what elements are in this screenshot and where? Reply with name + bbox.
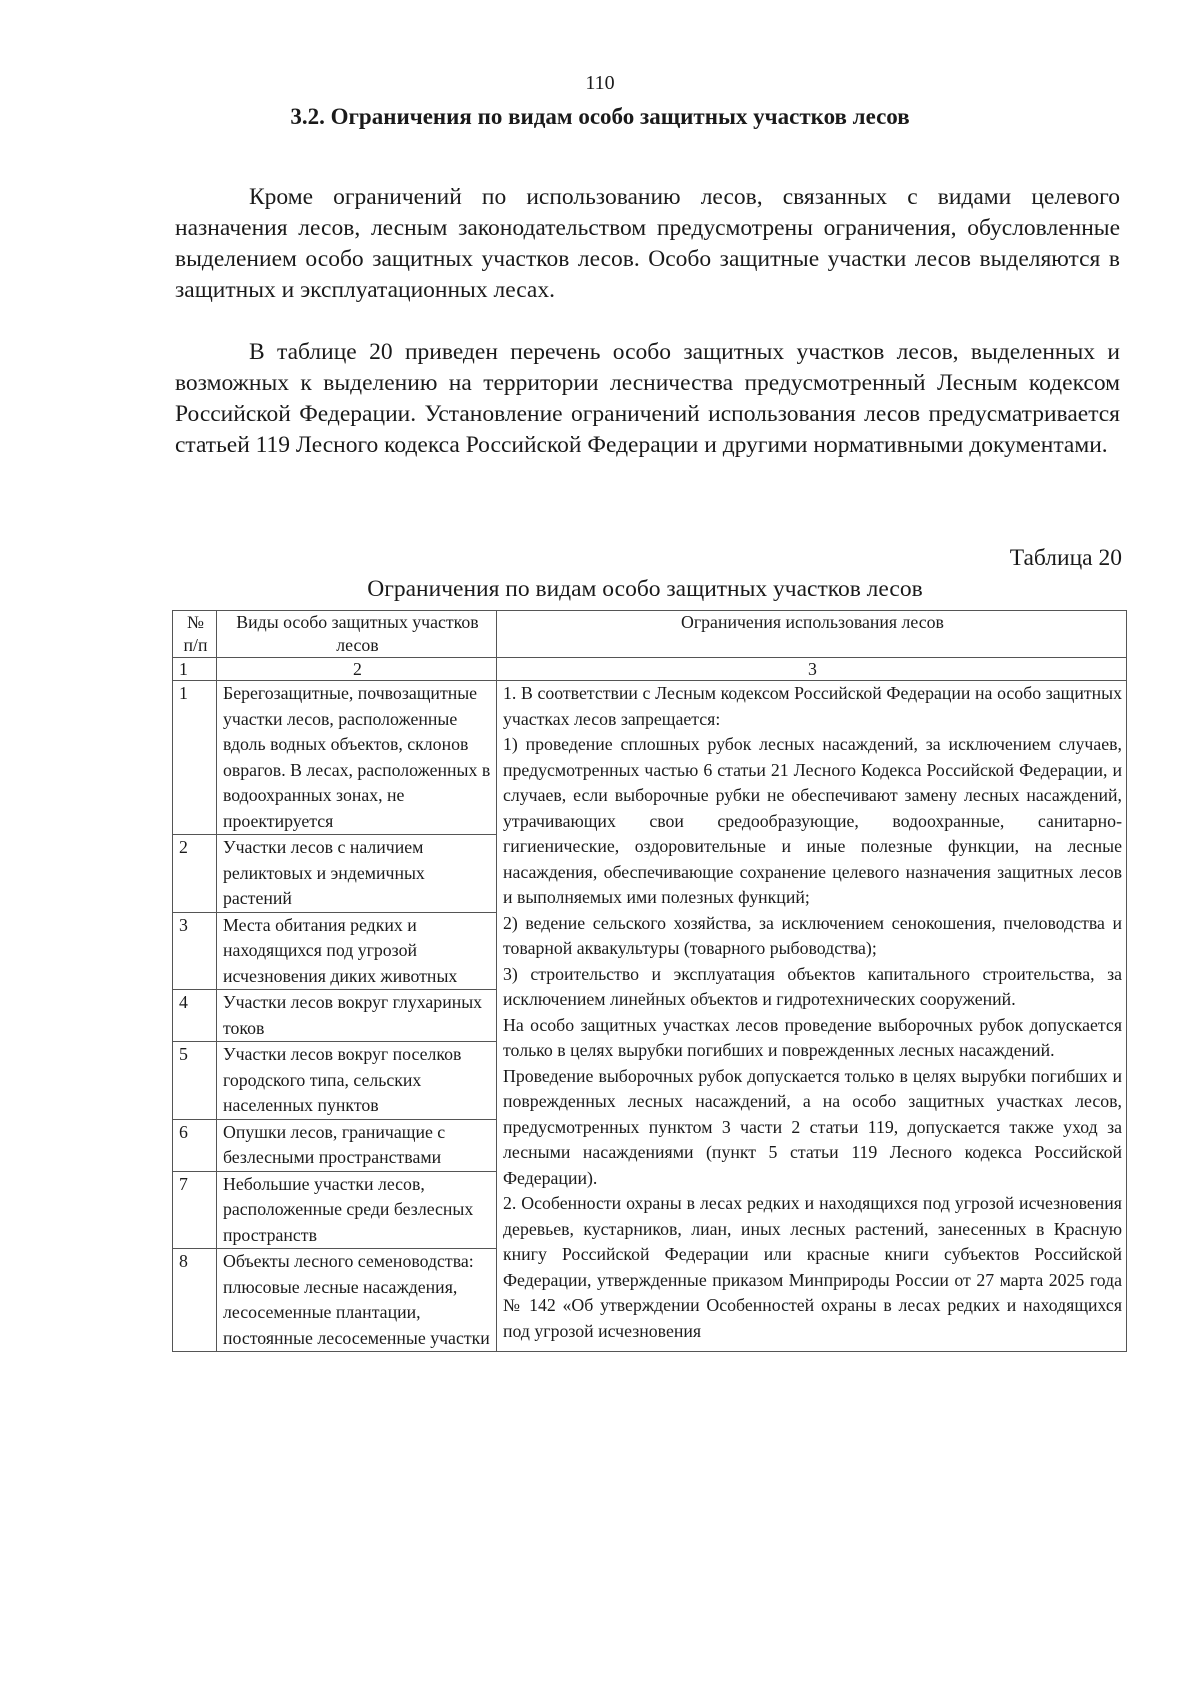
page-number: 110 (585, 72, 615, 94)
column-number: 1 (173, 658, 217, 681)
restrictions-table (172, 610, 1127, 1352)
column-number: 2 (217, 658, 497, 681)
restriction-paragraph: 2) ведение сельского хозяйства, за исключением сенокошения, пчеловодства и товарной аквакультуры (товарного рыбоводства); (503, 912, 1122, 958)
row-number: 1 (173, 681, 217, 835)
row-number: 7 (173, 1171, 217, 1249)
table-header-row (173, 611, 1127, 658)
restriction-paragraph: 2. Особенности охраны в лесах редких и находящихся под угрозой исчезновения деревьев, кустарников, лиан, иных лесных растений, занесенных в Красную книгу Российской Федерации или красные книги субъектов Российской Федерации, утвержденные приказом Минприроды России от 27 марта 2025 года № 142 «Об утверждении Особенностей охраны в лесах редких и находящихся под угрозой исчезновения (503, 1193, 1122, 1341)
restriction-paragraph: 1. В соответствии с Лесным кодексом Российской Федерации на особо защитных участках лесов запрещается: (503, 683, 1122, 729)
row-type: Объекты лесного семеноводства: плюсовые лесные насаждения, лесосеменные плантации, постоянные лесосеменные участки (217, 1249, 497, 1352)
row-type: Небольшие участки лесов, расположенные среди безлесных пространств (217, 1171, 497, 1249)
row-number: 6 (173, 1119, 217, 1171)
row-type: Участки лесов вокруг поселков городского типа, сельских населенных пунктов (217, 1042, 497, 1120)
row-number: 8 (173, 1249, 217, 1352)
table-row (173, 681, 1127, 835)
row-type: Берегозащитные, почвозащитные участки лесов, расположенные вдоль водных объектов, склонов оврагов. В лесах, расположенных в водоохранных зонах, не проектируется (217, 681, 497, 835)
intro-paragraph-2 (175, 337, 1120, 461)
row-type: Опушки лесов, граничащие с безлесными пространствами (217, 1119, 497, 1171)
restriction-paragraph: Проведение выборочных рубок допускается только в целях вырубки погибших и поврежденных лесных насаждений, а на особо защитных участках лесов, предусмотренных пунктом 3 части 2 статьи 119, допускается также уход за лесными насаждениями (пункт 5 статьи 119 Лесного кодекса Российской Федерации). (503, 1065, 1122, 1188)
column-number-row (173, 658, 1127, 681)
row-number: 4 (173, 990, 217, 1042)
section-heading: 3.2. Ограничения по видам особо защитных участков лесов (290, 104, 910, 129)
restriction-paragraph: 1) проведение сплошных рубок лесных насаждений, за исключением случаев, предусмотренных частью 6 статьи 21 Лесного Кодекса Российской Федерации, и случаев, если выборочные рубки не обеспечивают замену лесных насаждений, утрачивающих свои средообразующие, водоохранные, санитарно-гигиенические, оздоровительные и иные полезные функции, на лесные насаждения, обеспечивающие сохранение целевого назначения защитных лесов и выполняемых ими полезных функций; (503, 734, 1122, 907)
restriction-paragraph: На особо защитных участках лесов проведение выборочных рубок допускается только в целях вырубки погибших и поврежденных лесных насаждений. (503, 1014, 1122, 1060)
row-number: 5 (173, 1042, 217, 1120)
row-type: Участки лесов вокруг глухариных токов (217, 990, 497, 1042)
restriction-paragraph: 3) строительство и эксплуатация объектов капитального строительства, за исключением линейных объектов и гидротехнических сооружений. (503, 963, 1122, 1009)
table-number: Таблица 20 (1009, 545, 1122, 571)
row-number: 2 (173, 835, 217, 913)
paragraph: Кроме ограничений по использованию лесов, связанных с видами целевого назначения лесов, лесным законодательством предусмотрены ограничения, обусловленные выделением особо защитных участков лесов. Особо защитные участки лесов выделяются в защитных и эксплуатационных лесах. (175, 184, 1120, 303)
header-restrictions: Ограничения использования лесов (497, 611, 1127, 658)
table-caption: Ограничения по видам особо защитных участков лесов (367, 576, 923, 602)
header-type: Виды особо защитных участков лесов (217, 611, 497, 658)
paragraph: В таблице 20 приведен перечень особо защитных участков лесов, выделенных и возможных к выделению на территории лесничества предусмотренный Лесным кодексом Российской Федерации. Установление ограничений использования лесов предусматривается статьей 119 Лесного кодекса Российской Федерации и другими нормативными документами. (175, 339, 1120, 458)
row-number: 3 (173, 912, 217, 990)
row-type: Участки лесов с наличием реликтовых и эндемичных растений (217, 835, 497, 913)
intro-paragraph-1 (175, 182, 1120, 306)
column-number: 3 (497, 658, 1127, 681)
row-type: Места обитания редких и находящихся под угрозой исчезновения диких животных (217, 912, 497, 990)
header-number: № п/п (173, 611, 217, 658)
restrictions-cell (497, 681, 1127, 1352)
